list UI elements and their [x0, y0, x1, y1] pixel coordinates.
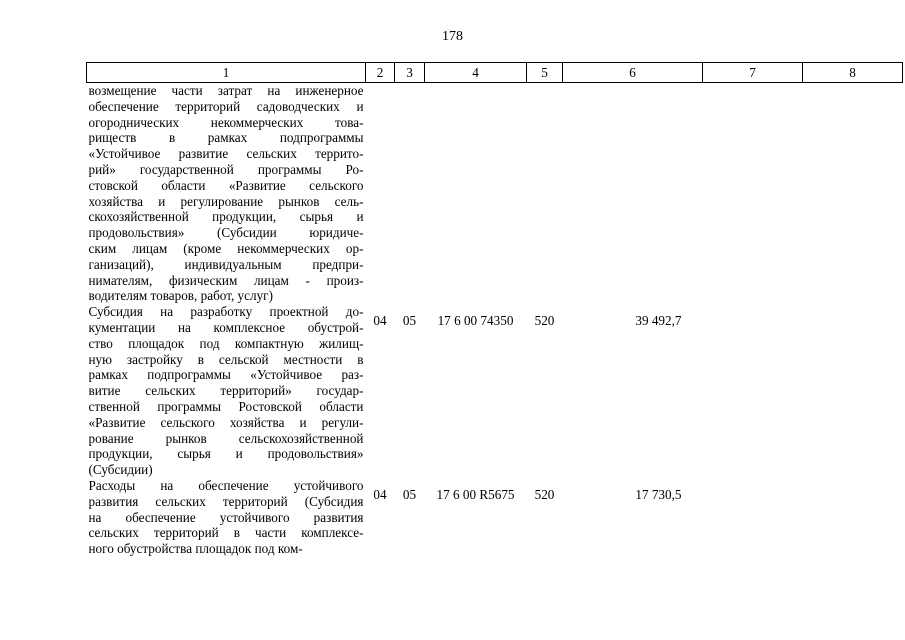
cell-subsection: 05 — [402, 313, 417, 329]
cell-col7 — [703, 478, 803, 557]
description-line: ственной программы Ростовской области — [88, 398, 364, 414]
description-line: обеспечение территорий садоводческих и — [88, 98, 364, 114]
cell-amount — [563, 83, 703, 305]
description-line: «Устойчивое развитие сельских террито- — [88, 146, 364, 162]
row-description — [87, 304, 366, 478]
column-header: 7 — [703, 63, 803, 83]
cell-section — [366, 83, 395, 305]
cell-expense-type: 520 — [534, 486, 555, 502]
description-line: развития сельских территорий (Субсидия — [88, 493, 364, 509]
column-header: 3 — [395, 63, 425, 83]
cell-col8 — [803, 478, 903, 557]
cell-col8 — [803, 83, 903, 305]
description-line: рование рынков сельскохозяйственной — [88, 430, 364, 446]
row-description — [87, 83, 366, 305]
description-line: рий» государственной программы Ро- — [88, 161, 364, 177]
cell-subsection — [395, 83, 425, 305]
description-line: ганизаций), индивидуальным предпри- — [88, 256, 364, 272]
description-line: водителям товаров, работ, услуг) — [88, 288, 273, 304]
table-row — [87, 304, 903, 478]
cell-subsection: 05 — [402, 486, 417, 502]
cell-section: 04 — [373, 313, 387, 329]
cell-amount: 17 730,5 — [635, 486, 682, 502]
description-line: ство площадок под компактную жилищ- — [88, 335, 364, 351]
description-line: нимателям, физическим лицам - произ- — [88, 272, 364, 288]
description-line: Расходы на обеспечение устойчивого — [88, 477, 364, 493]
cell-expense-type: 520 — [534, 313, 555, 329]
description-line: (Субсидии) — [88, 462, 153, 478]
description-line: риществ в рамках подпрограммы — [88, 130, 364, 146]
cell-amount: 39 492,7 — [635, 313, 682, 329]
description-line: скохозяйственной продукции, сырья и — [88, 209, 364, 225]
page-number: 178 — [442, 29, 463, 44]
row-description — [87, 478, 366, 557]
cell-target-code — [425, 83, 527, 305]
description-line: сельских территорий в части комплексе- — [88, 525, 364, 541]
budget-table — [86, 62, 903, 557]
description-line: продовольствия» (Субсидии юридиче- — [88, 225, 364, 241]
cell-expense-type — [527, 83, 563, 305]
cell-col8 — [803, 304, 903, 478]
description-line: витие сельских территорий» государ- — [88, 383, 364, 399]
cell-target-code: 17 6 00 74350 — [437, 313, 514, 329]
cell-col7 — [703, 83, 803, 305]
description-line: рамках подпрограммы «Устойчивое раз- — [88, 367, 364, 383]
description-line: ного обустройства площадок под ком- — [88, 541, 303, 557]
description-line: ную застройку в сельской местности в — [88, 351, 364, 367]
description-line: огороднических некоммерческих това- — [88, 114, 364, 130]
description-line: кументации на комплексное обустрой- — [88, 319, 364, 335]
column-header: 2 — [366, 63, 395, 83]
column-header: 6 — [563, 63, 703, 83]
column-header: 8 — [803, 63, 903, 83]
column-number-row — [87, 63, 903, 83]
table-row — [87, 478, 903, 557]
description-line: Субсидия на разработку проектной до- — [88, 304, 364, 320]
description-line: на обеспечение устойчивого развития — [88, 509, 364, 525]
description-line: стовской области «Развитие сельского — [88, 177, 364, 193]
column-header: 5 — [527, 63, 563, 83]
description-line: возмещение части затрат на инженерное — [88, 83, 364, 98]
cell-section: 04 — [373, 486, 387, 502]
description-line: хозяйства и регулирование рынков сель- — [88, 193, 364, 209]
column-header: 4 — [425, 63, 527, 83]
description-line: «Развитие сельского хозяйства и регули- — [88, 414, 364, 430]
table-row — [87, 83, 903, 305]
cell-col7 — [703, 304, 803, 478]
description-line: ским лицам (кроме некоммерческих ор- — [88, 240, 364, 256]
column-header: 1 — [87, 63, 366, 83]
cell-target-code: 17 6 00 R5675 — [436, 486, 515, 502]
description-line: продукции, сырья и продовольствия» — [88, 446, 364, 462]
